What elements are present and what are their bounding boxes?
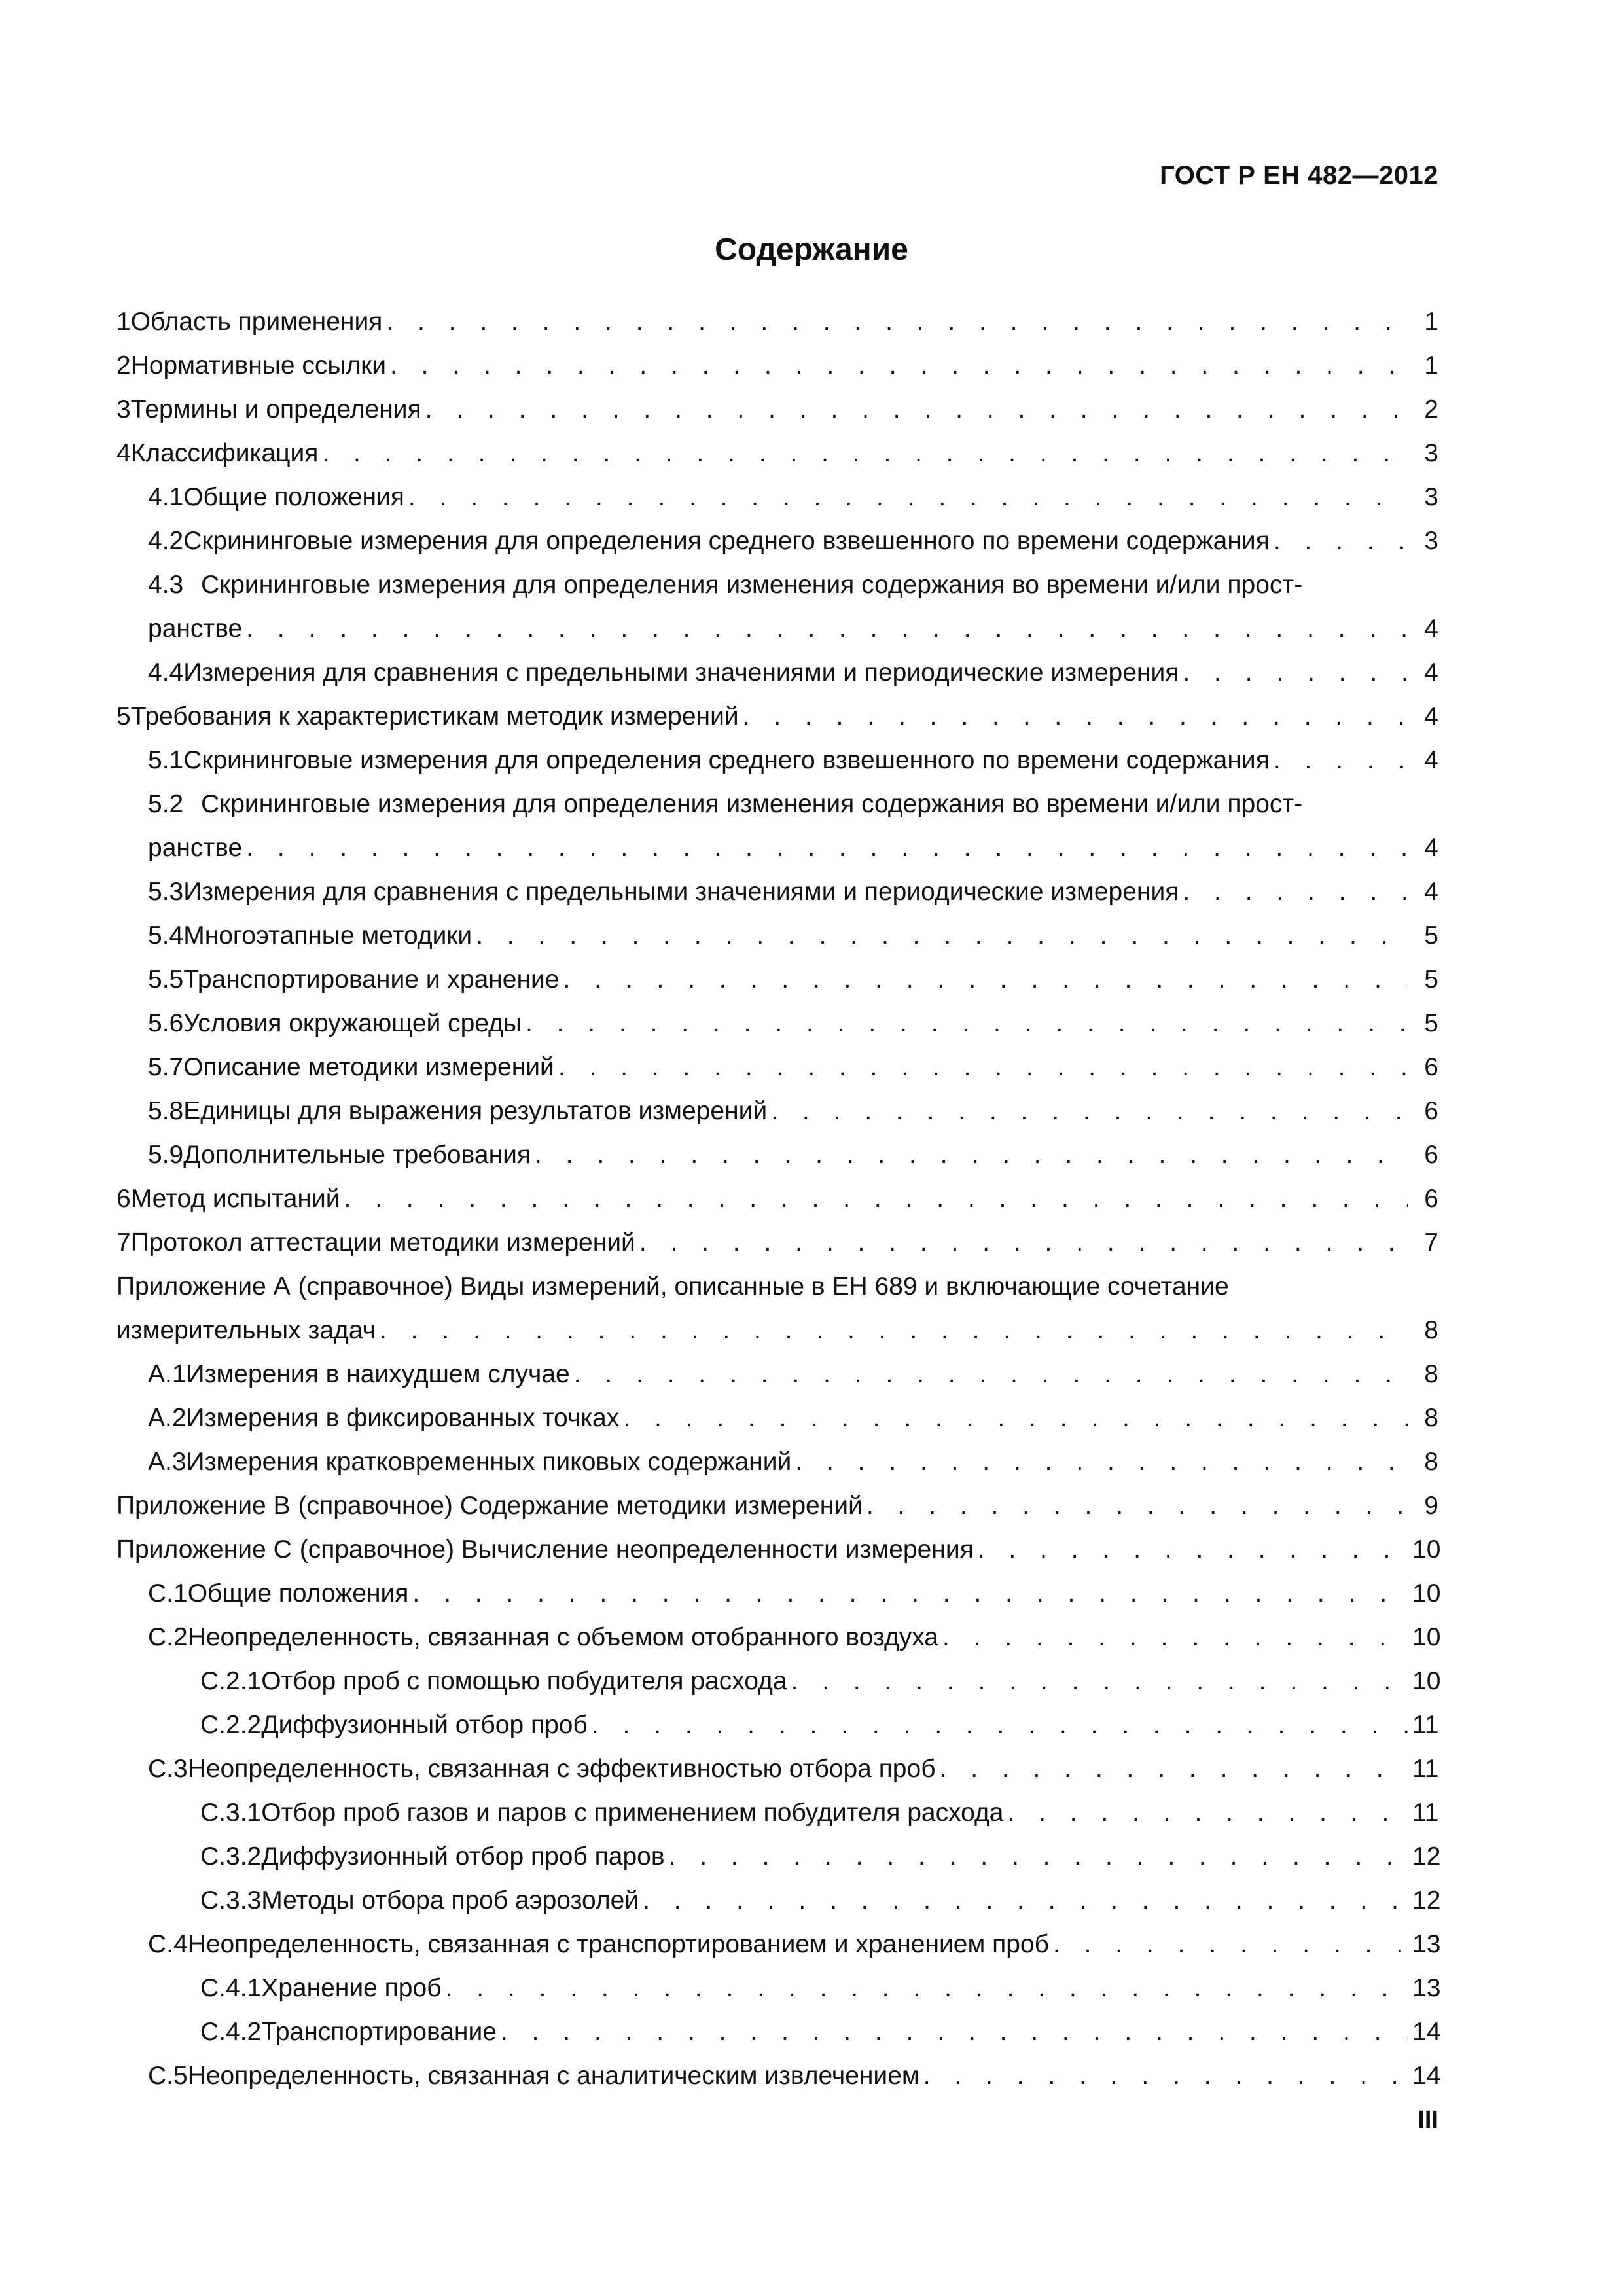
toc-entry-title: (справочное) Виды измерений, описанные в ЕН 689 и включающие сочетание (298, 1272, 1229, 1300)
toc-entry-page: 4 (1424, 834, 1438, 862)
toc-entry-page: 11 (1412, 1711, 1439, 1739)
toc-entry-number: С.3.2 (200, 1842, 262, 1871)
toc-entry-page: 7 (1424, 1229, 1438, 1257)
toc-entry-title: Описание методики измерений (183, 1053, 554, 1081)
toc-entry-number: 5.3 (148, 878, 184, 906)
leader-dots (743, 694, 1408, 738)
toc-entry-page: 14 (1412, 2062, 1441, 2090)
toc-entry[interactable] (116, 1528, 1441, 1571)
toc-entry-number: 1 (116, 308, 131, 336)
toc-entry[interactable] (116, 694, 1438, 738)
toc-entry-number: С.4 (148, 1930, 188, 1958)
toc-entry[interactable] (116, 387, 1438, 431)
leader-dots (592, 1703, 1408, 1747)
toc-entry-number: 4.3 (148, 571, 184, 599)
toc-entry[interactable] (116, 1045, 1438, 1089)
toc-entry-number: 5.5 (148, 965, 184, 994)
toc-entry[interactable] (116, 651, 1438, 694)
toc-entry[interactable] (116, 1791, 1438, 1835)
leader-dots (386, 300, 1408, 344)
leader-dots (246, 826, 1408, 870)
toc-entry-title: Скрининговые измерения для определения изменения содержания во времени и/или прост- (201, 571, 1303, 599)
toc-entry-title: Неопределенность, связанная с объемом отобранного воздуха (187, 1623, 938, 1651)
leader-dots (535, 1133, 1408, 1177)
toc-entry-number: 5 (116, 702, 131, 730)
toc-entry-page: 3 (1424, 527, 1438, 555)
toc-entry-title: Скрининговые измерения для определения среднего взвешенного по времени содержания (183, 746, 1270, 774)
toc-entry-title: Скрининговые измерения для определения изменения содержания во времени и/или прост- (201, 790, 1303, 818)
leader-dots (1274, 519, 1408, 563)
toc-entry[interactable] (116, 1703, 1438, 1747)
toc-entry[interactable] (116, 870, 1438, 914)
leader-dots (795, 1440, 1408, 1484)
toc-entry[interactable] (116, 738, 1438, 782)
leader-dots (669, 1835, 1408, 1878)
toc-entry[interactable] (116, 1922, 1441, 1966)
leader-dots (771, 1089, 1408, 1133)
toc-entry-page: 12 (1412, 1842, 1441, 1871)
toc-entry-title: Диффузионный отбор проб паров (261, 1842, 665, 1871)
toc-entry-number: А.1 (148, 1360, 187, 1388)
toc-entry-title: Отбор проб с помощью побудителя расхода (261, 1667, 787, 1695)
toc-entry-title: Неопределенность, связанная с транспортированием и хранением проб (187, 1930, 1049, 1958)
toc-entry-number: С.3.1 (200, 1799, 262, 1827)
toc-entry-page: 8 (1424, 1316, 1438, 1344)
toc-entry[interactable] (116, 1484, 1438, 1528)
toc-entry[interactable] (116, 1396, 1438, 1440)
toc-entry[interactable] (116, 1878, 1441, 1922)
leader-dots (380, 1308, 1408, 1352)
toc-entry-title: Измерения кратковременных пиковых содержаний (186, 1448, 792, 1476)
toc-entry-title: Неопределенность, связанная с аналитическим извлечением (187, 2062, 919, 2090)
leader-dots (942, 1615, 1408, 1659)
toc-entry[interactable] (116, 1221, 1438, 1265)
toc-entry[interactable] (116, 1615, 1441, 1659)
toc-entry-page: 8 (1424, 1448, 1438, 1476)
toc-entry-number: С.2.2 (200, 1711, 262, 1739)
toc-entry-page: 5 (1424, 922, 1438, 950)
leader-dots (476, 914, 1408, 958)
toc-entry-page: 5 (1424, 965, 1438, 994)
toc-entry-number: С.1 (148, 1579, 188, 1607)
toc-entry[interactable] (116, 1177, 1438, 1221)
toc-entry-number: А.2 (148, 1404, 187, 1432)
toc-entry-title: Измерения для сравнения с предельными значениями и периодические измерения (183, 658, 1179, 687)
leader-dots (390, 344, 1408, 387)
toc-entry-title: Протокол аттестации методики измерений (130, 1229, 635, 1257)
toc-entry-page: 1 (1424, 351, 1438, 380)
toc-entry-title: Транспортирование и хранение (183, 965, 560, 994)
leader-dots (940, 1747, 1408, 1791)
toc-entry-page: 11 (1412, 1755, 1439, 1783)
toc-entry-number: С.5 (148, 2062, 188, 2090)
toc-entry-title: Неопределенность, связанная с эффективностью отбора проб (187, 1755, 936, 1783)
toc-entry[interactable] (116, 300, 1438, 344)
toc-entry-page: 4 (1424, 878, 1438, 906)
document-code: ГОСТ Р ЕН 482—2012 (1160, 161, 1438, 190)
toc-entry-page: 6 (1424, 1185, 1438, 1213)
toc-entry[interactable] (116, 1835, 1441, 1878)
leader-dots (344, 1177, 1408, 1221)
leader-dots (866, 1484, 1408, 1528)
toc-entry-number: 2 (116, 351, 131, 380)
toc-entry[interactable] (116, 1352, 1438, 1396)
toc-entry-title-continued: ранстве (148, 615, 243, 643)
toc-entry-number: Приложение В (116, 1492, 291, 1520)
table-of-contents (116, 300, 1441, 2098)
leader-dots (322, 431, 1408, 475)
leader-dots (1274, 738, 1408, 782)
toc-entry-number: Приложение А (116, 1272, 291, 1300)
toc-entry-title: Измерения в наихудшем случае (186, 1360, 570, 1388)
toc-entry-number: 5.7 (148, 1053, 184, 1081)
toc-entry-page: 10 (1412, 1623, 1441, 1651)
toc-entry-number: 5.1 (148, 746, 184, 774)
toc-entry-title: Хранение проб (261, 1974, 442, 2002)
toc-entry-number: 5.2 (148, 790, 184, 818)
toc-entry[interactable] (116, 1089, 1438, 1133)
toc-entry-page: 11 (1412, 1799, 1439, 1827)
leader-dots (526, 1001, 1408, 1045)
toc-entry[interactable] (116, 1265, 1438, 1352)
toc-entry[interactable] (116, 958, 1438, 1001)
toc-entry-title: Требования к характеристикам методик измерений (130, 702, 739, 730)
toc-entry-page: 4 (1424, 746, 1438, 774)
toc-entry-title: (справочное) Вычисление неопределенности измерения (299, 1535, 974, 1564)
toc-entry[interactable] (116, 1966, 1441, 2010)
toc-entry-page: 13 (1412, 1930, 1441, 1958)
leader-dots (923, 2054, 1408, 2098)
toc-entry[interactable] (116, 1659, 1441, 1703)
toc-entry[interactable] (116, 519, 1438, 563)
toc-entry-title: Классификация (130, 439, 319, 467)
toc-entry-number: С.3.3 (200, 1886, 262, 1914)
toc-entry-title: Транспортирование (261, 2018, 497, 2046)
toc-entry-page: 8 (1424, 1360, 1438, 1388)
toc-entry-title: Диффузионный отбор проб (261, 1711, 588, 1739)
leader-dots (1183, 870, 1408, 914)
toc-entry-number: С.2.1 (200, 1667, 262, 1695)
toc-entry-number: С.2 (148, 1623, 188, 1651)
toc-entry-page: 12 (1412, 1886, 1441, 1914)
toc-entry-number: 6 (116, 1185, 131, 1213)
toc-entry-page: 10 (1412, 1579, 1441, 1607)
toc-entry-number: 5.9 (148, 1141, 184, 1169)
toc-entry-title: Методы отбора проб аэрозолей (261, 1886, 639, 1914)
toc-entry-number: С.3 (148, 1755, 188, 1783)
toc-entry-page: 5 (1424, 1009, 1438, 1037)
toc-entry-page: 10 (1412, 1535, 1441, 1564)
toc-entry-number: 4.1 (148, 483, 184, 511)
leader-dots (978, 1528, 1408, 1571)
toc-entry-number: 3 (116, 395, 131, 423)
toc-entry-title-continued: измерительных задач (116, 1316, 376, 1344)
toc-entry-page: 2 (1424, 395, 1438, 423)
toc-entry-number: 4.2 (148, 527, 184, 555)
toc-entry-title: (справочное) Содержание методики измерений (298, 1492, 863, 1520)
leader-dots (501, 2010, 1408, 2054)
toc-entry-page: 1 (1424, 308, 1438, 336)
leader-dots (408, 475, 1408, 519)
toc-entry-number: 4.4 (148, 658, 184, 687)
leader-dots (558, 1045, 1408, 1089)
toc-entry-page: 6 (1424, 1141, 1438, 1169)
toc-entry[interactable] (116, 2010, 1441, 2054)
leader-dots (412, 1571, 1408, 1615)
toc-entry-page: 14 (1412, 2018, 1441, 2046)
toc-entry-page: 8 (1424, 1404, 1438, 1432)
page-title: Содержание (715, 232, 908, 267)
toc-entry-title: Отбор проб газов и паров с применением побудителя расхода (261, 1799, 1004, 1827)
toc-entry-number: 5.4 (148, 922, 184, 950)
toc-entry-number: 4 (116, 439, 131, 467)
toc-entry-page: 3 (1424, 483, 1438, 511)
leader-dots (1007, 1791, 1408, 1835)
leader-dots (563, 958, 1409, 1001)
toc-entry-title: Измерения в фиксированных точках (186, 1404, 620, 1432)
toc-entry-title: Метод испытаний (130, 1185, 340, 1213)
leader-dots (639, 1221, 1408, 1265)
toc-entry-page: 10 (1412, 1667, 1441, 1695)
toc-entry[interactable] (116, 1571, 1441, 1615)
leader-dots (623, 1396, 1408, 1440)
toc-entry[interactable] (116, 475, 1438, 519)
toc-entry-number: С.4.1 (200, 1974, 262, 2002)
toc-entry-title-continued: ранстве (148, 834, 243, 862)
toc-entry-number: Приложение С (116, 1535, 292, 1564)
toc-entry-title: Общие положения (183, 483, 404, 511)
toc-entry-page: 3 (1424, 439, 1438, 467)
toc-entry[interactable] (116, 431, 1438, 475)
toc-entry[interactable] (116, 563, 1438, 651)
page-number: III (1418, 2106, 1438, 2134)
toc-entry[interactable] (116, 1747, 1438, 1791)
leader-dots (425, 387, 1408, 431)
toc-entry-number: 5.8 (148, 1097, 184, 1125)
toc-entry-page: 4 (1424, 658, 1438, 687)
toc-entry-title: Дополнительные требования (183, 1141, 531, 1169)
toc-entry-page: 6 (1424, 1097, 1438, 1125)
toc-entry-number: А.3 (148, 1448, 187, 1476)
toc-entry-title: Общие положения (187, 1579, 409, 1607)
toc-entry-page: 13 (1412, 1974, 1441, 2002)
toc-entry-title: Нормативные ссылки (130, 351, 386, 380)
toc-entry-page: 4 (1424, 702, 1438, 730)
toc-entry[interactable] (116, 2054, 1441, 2098)
leader-dots (446, 1966, 1408, 2010)
toc-entry-title: Многоэтапные методики (183, 922, 473, 950)
toc-entry[interactable] (116, 782, 1438, 870)
leader-dots (1183, 651, 1408, 694)
toc-entry-title: Термины и определения (130, 395, 421, 423)
toc-entry[interactable] (116, 914, 1438, 958)
toc-entry-number: 7 (116, 1229, 131, 1257)
toc-entry[interactable] (116, 1001, 1438, 1045)
toc-entry[interactable] (116, 344, 1438, 387)
toc-entry-number: С.4.2 (200, 2018, 262, 2046)
toc-entry-page: 4 (1424, 615, 1438, 643)
toc-entry[interactable] (116, 1440, 1438, 1484)
leader-dots (246, 607, 1408, 651)
toc-entry-page: 9 (1424, 1492, 1438, 1520)
toc-entry-title: Условия окружающей среды (183, 1009, 522, 1037)
toc-entry[interactable] (116, 1133, 1438, 1177)
toc-entry-title: Единицы для выражения результатов измерений (183, 1097, 768, 1125)
toc-entry-number: 5.6 (148, 1009, 184, 1037)
toc-entry-title: Скрининговые измерения для определения среднего взвешенного по времени содержания (183, 527, 1270, 555)
toc-entry-page: 6 (1424, 1053, 1438, 1081)
leader-dots (643, 1878, 1408, 1922)
leader-dots (791, 1659, 1408, 1703)
leader-dots (1053, 1922, 1408, 1966)
toc-entry-title: Область применения (130, 308, 383, 336)
toc-entry-title: Измерения для сравнения с предельными значениями и периодические измерения (183, 878, 1179, 906)
leader-dots (574, 1352, 1408, 1396)
